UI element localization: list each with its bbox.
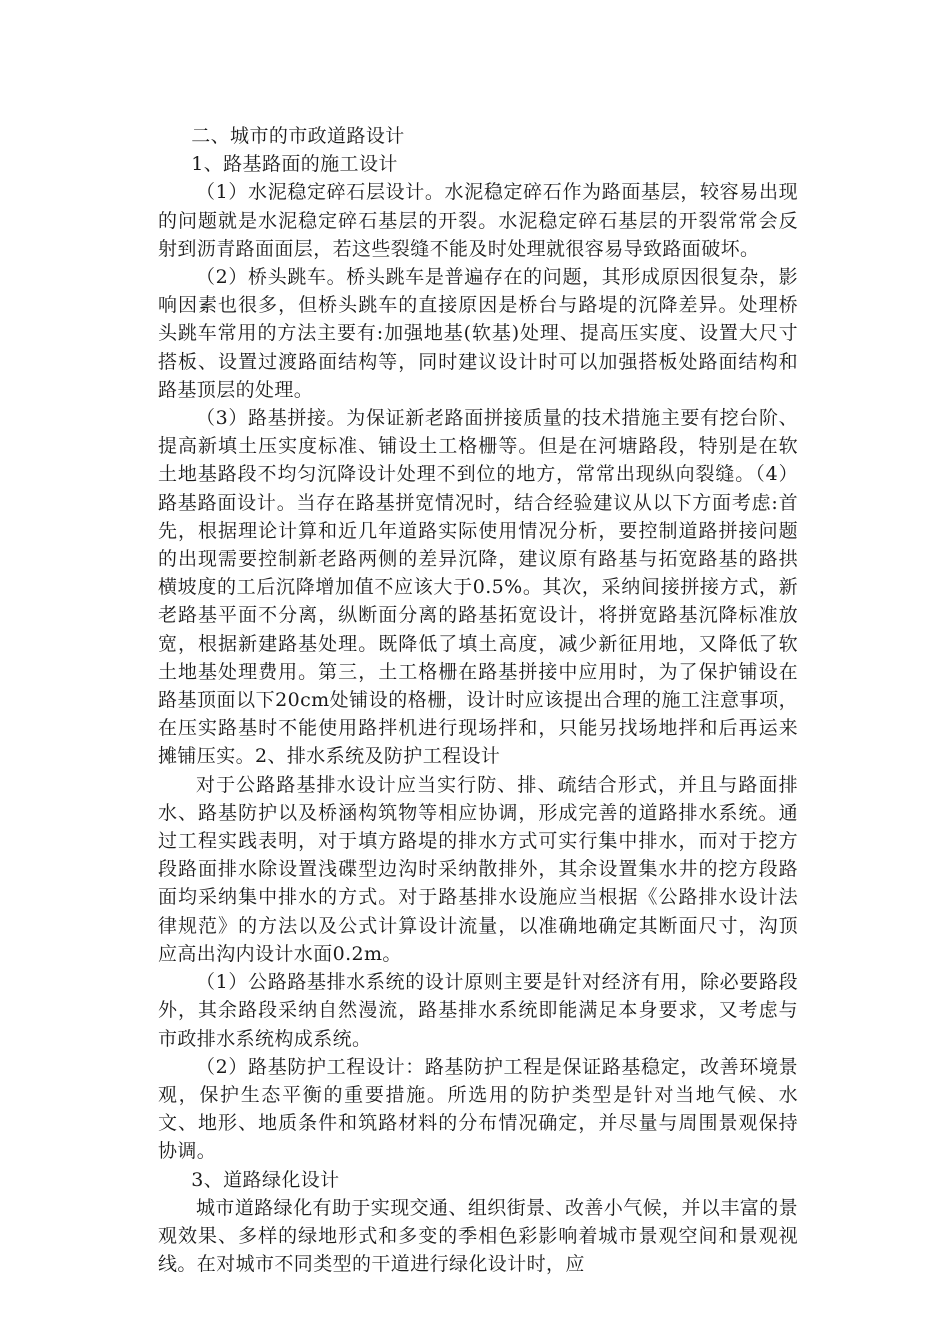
paragraph-drainage-principle: （1）公路路基排水系统的设计原则主要是针对经济有用，除必要路段外，其余路段采纳自然漫流，路基排水系统即能满足本身要求，又考虑与市政排水系统构成系统。	[158, 971, 798, 1050]
paragraph-cement-stabilized-gravel: （1）水泥稳定碎石层设计。水泥稳定碎石作为路面基层，较容易出现的问题就是水泥稳定碎石基层的开裂。水泥稳定碎石基层的开裂常常会反射到沥青路面面层，若这些裂缝不能及时处理就很容易导致路面破坏。	[158, 181, 798, 260]
paragraph-greening-design: 城市道路绿化有助于实现交通、组织街景、改善小气候，并以丰富的景观效果、多样的绿地形式和多变的季相色彩影响着城市景观空间和景观视线。在对城市不同类型的干道进行绿化设计时，应	[158, 1196, 798, 1276]
paragraph-drainage-design: 对于公路路基排水设计应当实行防、排、疏结合形式，并且与路面排水、路基防护以及桥涵构筑物等相应协调，形成完善的道路排水系统。通过工程实践表明，对于填方路堤的排水方式可实行集中排水，而对于挖方段路面排水除设置浅碟型边沟时采纳散排外，其余设置集水井的挖方段路面均采纳集中排水的方式。对于路基排水设施应当根据《公路排水设计法律规范》的方法以及公式计算设计流量，以准确地确定其断面尺寸，沟顶应高出沟内设计水面0.2m。	[158, 773, 798, 965]
paragraph-protection-design: （2）路基防护工程设计：路基防护工程是保证路基稳定，改善环境景观，保护生态平衡的重要措施。所选用的防护类型是针对当地气候、水文、地形、地质条件和筑路材料的分布情况确定，并尽量与周围景观保持协调。	[158, 1055, 798, 1163]
subsection-heading-1: 1、路基路面的施工设计	[191, 153, 398, 176]
paragraph-bridge-bump: （2）桥头跳车。桥头跳车是普遍存在的问题，其形成原因很复杂，影响因素也很多，但桥头跳车的直接原因是桥台与路堤的沉降差异。处理桥头跳车常用的方法主要有:加强地基(软基)处理、提高压实度、设置大尺寸搭板、设置过渡路面结构等，同时建议设计时可以加强搭板处路面结构和路基顶层的处理。	[158, 266, 798, 401]
document-body	[158, 122, 798, 1278]
subsection-heading-3: 3、道路绿化设计	[191, 1168, 340, 1191]
paragraph-subgrade-splicing: （3）路基拼接。为保证新老路面拼接质量的技术措施主要有挖台阶、提高新填土压实度标准、铺设土工格栅等。但是在河塘路段，特别是在软土地基路段不均匀沉降设计处理不到位的地方，常常出现纵向裂缝。（4）路基路面设计。当存在路基拼宽情况时，结合经验建议从以下方面考虑:首先，根据理论计算和近几年道路实际使用情况分析，要控制道路拼接问题的出现需要控制新老路两侧的差异沉降，建议原有路基与拓宽路基的路拱横坡度的工后沉降增加值不应该大于0.5%。其次，采纳间接拼接方式，新老路基平面不分离，纵断面分离的路基拓宽设计，将拼宽路基沉降标准放宽，根据新建路基处理。既降低了填土高度，减少新征用地，又降低了软土地基处理费用。第三，土工格栅在路基拼接中应用时，为了保护铺设在路基顶面以下20cm处铺设的格栅，设计时应该提出合理的施工注意事项，在压实路基时不能使用路拌机进行现场拌和，只能另找场地拌和后再运来摊铺压实。2、排水系统及防护工程设计	[158, 407, 798, 768]
section-heading-2: 二、城市的市政道路设计	[191, 125, 405, 147]
